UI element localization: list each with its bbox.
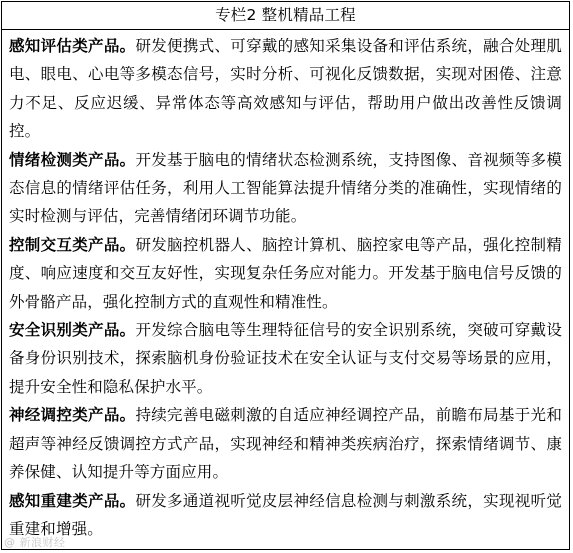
paragraph-text: 研发脑控机器人、脑控计算机、脑控家电等产品，强化控制精度、响应速度和交互友好性，实现复杂任务应对能力。开发基于脑电信号反馈的外骨骼产品，强化控制方式的直观性和精准性。 — [9, 235, 562, 311]
paragraph-lead: 情绪检测类产品。 — [9, 150, 136, 169]
paragraph-lead: 感知评估类产品。 — [9, 37, 136, 55]
paragraph-text: 开发综合脑电等生理特征信号的安全识别系统，突破可穿戴设备身份识别技术，探索脑机身份验证技术在安全认证与支付交易等场景的应用，提升安全性和隐私保护水平。 — [9, 321, 562, 396]
paragraph-text: 持续完善电磁刺激的自适应神经调控产品，前瞻布局基于光和超声等神经反馈调控方式产品，实现神经和精神类疾病治疗，探索情绪调节、康养保健、认知提升等方面应用。 — [9, 406, 562, 482]
paragraph-text: 开发基于脑电的情绪状态检测系统，支持图像、音视频等多模态信息的情绪评估任务，利用人工智能算法提升情绪分类的准确性，实现情绪的实时检测与评估，完善情绪闭环调节功能。 — [9, 150, 562, 226]
paragraph-perception-assessment — [9, 32, 562, 146]
paragraph-control-interaction — [9, 231, 562, 316]
paragraph-security-identification — [9, 316, 562, 401]
paragraph-lead: 神经调控类产品。 — [9, 406, 136, 425]
paragraph-perception-reconstruction — [9, 487, 562, 544]
paragraph-neuromodulation — [9, 401, 562, 486]
paragraph-lead: 感知重建类产品。 — [9, 491, 136, 510]
feature-box — [1, 1, 570, 550]
paragraph-lead: 安全识别类产品。 — [9, 321, 136, 340]
paragraph-lead: 控制交互类产品。 — [9, 235, 136, 254]
box-title: 专栏2 整机精品工程 — [2, 2, 569, 30]
paragraph-emotion-detection — [9, 146, 562, 231]
box-body — [2, 30, 569, 543]
watermark: @ 新浪财经 — [4, 536, 66, 549]
paragraph-text: 研发便携式、可穿戴的感知采集设备和评估系统，融合处理肌电、眼电、心电等多模态信号，实时分析、可视化反馈数据，实现对困倦、注意力不足、反应迟缓、异常体态等高效感知与评估，帮助用户做出改善性反馈调控。 — [9, 37, 562, 141]
paragraph-text: 研发多通道视听觉皮层神经信息检测与刺激系统，实现视听觉重建和增强。 — [9, 491, 562, 538]
